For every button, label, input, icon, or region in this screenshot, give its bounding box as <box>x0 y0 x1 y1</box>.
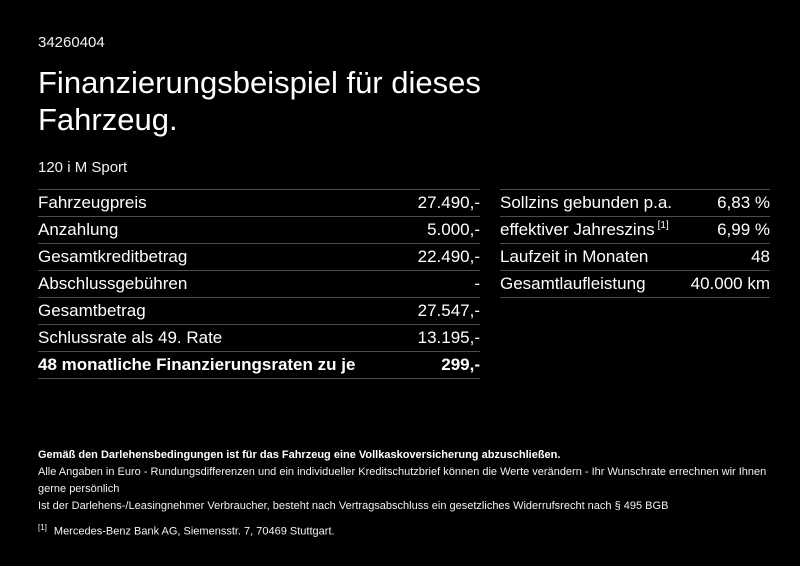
financing-tables <box>38 189 770 379</box>
row-label: 48 monatliche Finanzierungsraten zu je <box>38 354 356 374</box>
disclaimer-line: Alle Angaben in Euro - Rundungsdifferenzen und ein individueller Kreditschutzbrief können die Werte verändern - Ihr Wunschrate errechnen wir Ihnen gerne persönlich <box>38 465 767 495</box>
table-row <box>38 216 480 243</box>
row-value: 27.547,- <box>417 300 480 320</box>
footnote-reference: [1] <box>657 220 669 232</box>
row-value: - <box>474 273 480 293</box>
legal-footer <box>38 447 770 541</box>
vehicle-model: 120 i M Sport <box>38 158 128 176</box>
row-value: 13.195,- <box>417 327 480 347</box>
listing-id: 34260404 <box>38 34 105 51</box>
row-value: 27.490,- <box>417 192 480 212</box>
row-value: 6,83 % <box>717 192 770 212</box>
table-row <box>38 297 480 324</box>
table-row-monthly-rate <box>38 351 480 378</box>
insurance-note: Gemäß den Darlehensbedingungen ist für das Fahrzeug eine Vollkaskoversicherung abzuschließen. <box>38 448 561 461</box>
row-label: Laufzeit in Monaten <box>500 246 649 266</box>
row-label: Anzahlung <box>38 219 119 239</box>
row-value: 48 <box>751 246 770 266</box>
footnote-bank <box>38 519 770 541</box>
disclaimer-line: Ist der Darlehens-/Leasingnehmer Verbraucher, besteht nach Vertragsabschluss ein gesetzliches Widerrufsrecht nach § 495 BGB <box>38 499 669 512</box>
table-row <box>500 189 770 216</box>
table-row <box>38 324 480 351</box>
table-row <box>38 270 480 297</box>
row-value: 22.490,- <box>417 246 480 266</box>
footnote-text: Mercedes-Benz Bank AG, Siemensstr. 7, 70469 Stuttgart. <box>53 525 335 538</box>
footnote-marker: [1] <box>38 522 47 532</box>
row-value: 299,- <box>441 354 480 374</box>
row-value: 5.000,- <box>427 219 480 239</box>
row-label: Gesamtbetrag <box>38 300 146 320</box>
table-row <box>38 243 480 270</box>
conditions-table <box>500 189 770 298</box>
table-row <box>500 243 770 270</box>
row-label: Gesamtkreditbetrag <box>38 246 188 266</box>
finance-table <box>38 189 480 379</box>
table-row <box>38 189 480 216</box>
row-value: 6,99 % <box>717 219 770 239</box>
row-label: Abschlussgebühren <box>38 273 188 293</box>
row-label: Schlussrate als 49. Rate <box>38 327 223 347</box>
row-label: Fahrzeugpreis <box>38 192 147 212</box>
row-value: 40.000 km <box>690 273 770 293</box>
row-label: Sollzins gebunden p.a. <box>500 192 673 212</box>
page-title: Finanzierungsbeispiel für dieses Fahrzeug. <box>38 65 481 137</box>
table-row <box>500 216 770 243</box>
table-row <box>500 270 770 297</box>
row-label: effektiver Jahreszins [1] <box>500 219 669 239</box>
row-label: Gesamtlaufleistung <box>500 273 646 293</box>
